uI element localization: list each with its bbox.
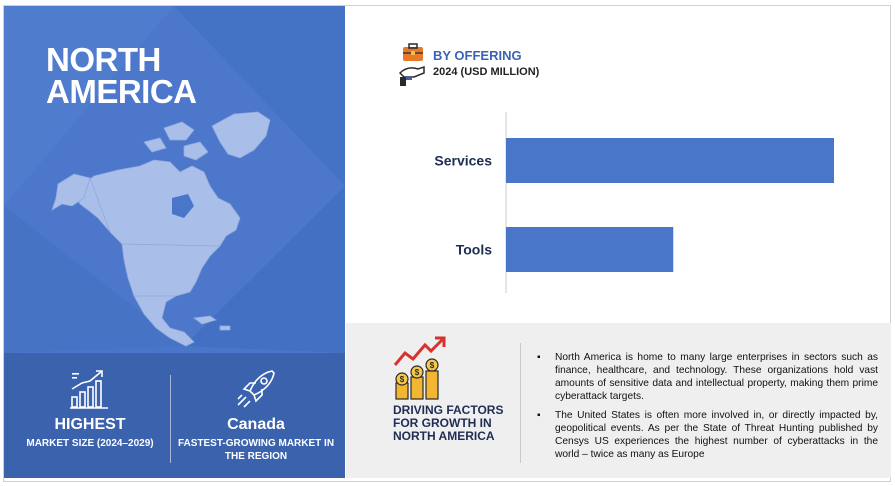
chart-svg (345, 100, 891, 315)
category-label-services: Services (434, 152, 492, 169)
list-item: ▪ The United States is often more involved in, or directly impacted by, geopolitical events. As per the State of Threat Hunting published by Censys US experiences the highest number of cyberattacks in the world – twice as many as Europe (535, 409, 878, 461)
stats-divider (170, 375, 171, 463)
stat-highest-label: MARKET SIZE (2024–2029) (26, 438, 154, 449)
stat-highest-value: HIGHEST (54, 416, 126, 433)
stat-highest (10, 353, 170, 478)
coins-growth-icon (391, 335, 449, 401)
bar-growth-icon (68, 367, 112, 411)
rocket-icon (234, 367, 278, 411)
drivers-panel (346, 323, 891, 478)
drivers-divider (520, 343, 521, 463)
list-item: ▪ North America is home to many large enterprises in sectors such as finance, healthcare, and technology. These organizations hold vast amounts of sensitive data and intellectual property, making them prime cyberattack targets. (535, 351, 878, 403)
svg-text:$: $ (399, 375, 405, 384)
stat-fastest-value: Canada (227, 416, 285, 433)
chart-subtitle: 2024 (USD MILLION) (433, 66, 540, 78)
offering-bar-chart (345, 100, 891, 315)
bar-tools (506, 227, 673, 272)
drivers-title: DRIVING FACTORS FOR GROWTH IN NORTH AMERICA (393, 403, 504, 443)
north-america-map (44, 106, 294, 356)
briefcase-hand-icon (398, 43, 428, 87)
drivers-list (535, 351, 878, 467)
chart-title: BY OFFERING (433, 48, 522, 63)
stats-bar (4, 353, 345, 478)
svg-text:$: $ (429, 361, 435, 370)
bar-services (506, 138, 834, 183)
svg-text:$: $ (414, 368, 420, 377)
stat-fastest-label: FASTEST-GROWING MARKET IN THE REGION (177, 438, 335, 462)
stat-fastest (176, 353, 336, 478)
region-title: NORTH AMERICA (46, 41, 197, 110)
category-label-tools: Tools (455, 241, 492, 258)
